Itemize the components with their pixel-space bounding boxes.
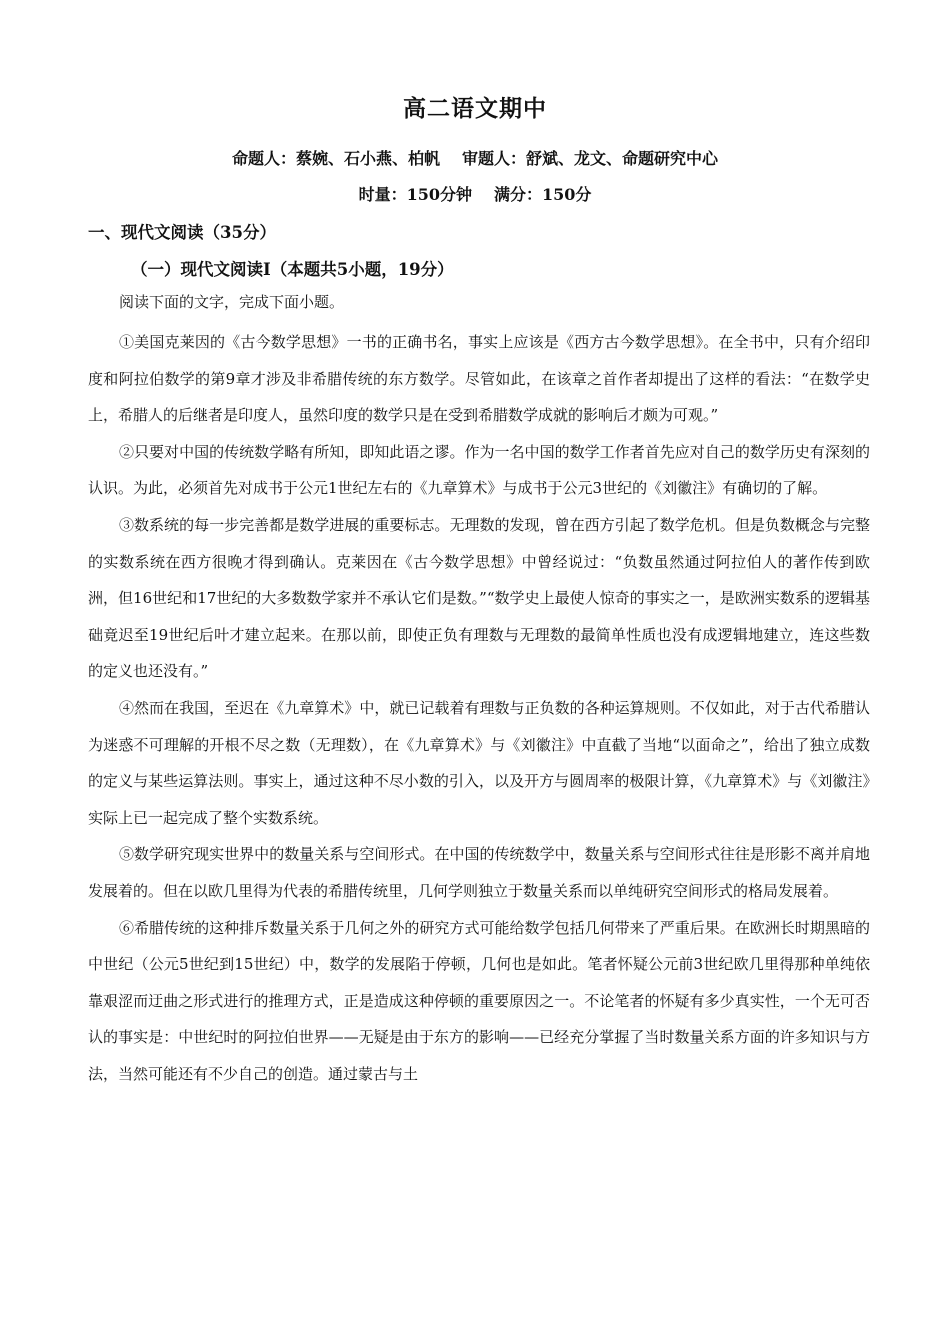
duration-text: 时量：150分钟 — [358, 185, 472, 204]
paragraph-2: ②只要对中国的传统数学略有所知，即知此语之谬。作为一名中国的数学工作者首先应对自己的数学历史有深刻的认识。为此，必须首先对成书于公元1世纪左右的《九章算术》与成书于公元3世纪的《刘徽注》有确切的了解。 — [88, 442, 870, 498]
author-line — [0, 146, 950, 169]
exam-info-line — [0, 182, 950, 205]
full-score-text: 满分：150分 — [494, 185, 592, 204]
paragraph-5: ⑤数学研究现实世界中的数量关系与空间形式。在中国的传统数学中，数量关系与空间形式往往是形影不离并肩地发展着的。但在以欧几里得为代表的希腊传统里，几何学则独立于数量关系而以单纯研究空间形式的格局发展着。 — [88, 845, 870, 900]
instruction-text: 阅读下面的文字，完成下面小题。 — [119, 293, 345, 311]
reviewers-text: 审题人：舒斌、龙文、命题研究中心 — [462, 149, 719, 168]
paragraph-1: ①美国克莱因的《古今数学思想》一书的正确书名，事实上应该是《西方古今数学思想》。在全书中，只有介绍印度和阿拉伯数学的第9章才涉及非希腊传统的东方数学。尽管如此，在该章之首作者却提出了这样的看法：“在数学史上，希腊人的后继者是印度人，虽然印度的数学只是在受到希腊数学成就的影响后才颇为可观。” — [88, 333, 870, 425]
reading-passage — [88, 290, 870, 1092]
paragraph-3: ③数系统的每一步完善都是数学进展的重要标志。无理数的发现，曾在西方引起了数学危机。但是负数概念与完整的实数系统在西方很晚才得到确认。克莱因在《古今数学思想》中曾经说过：“负数虽然通过阿拉伯人的著作传到欧洲，但16世纪和17世纪的大多数数学家并不承认它们是数。”“数学史上最使人惊奇的事实之一，是欧洲实数系的逻辑基础竟迟至19世纪后叶才建立起来。在那以前，即使正负有理数与无理数的最简单性质也没有成逻辑地建立，连这些数的定义也还没有。” — [88, 515, 870, 681]
page-title: 高二语文期中 — [403, 95, 547, 122]
subsection-heading: （一）现代文阅读Ⅰ（本题共5小题，19分） — [131, 260, 454, 279]
paragraph-4: ④然而在我国，至迟在《九章算术》中，就已记载着有理数与正负数的各种运算规则。不仅如此，对于古代希腊认为迷惑不可理解的开根不尽之数（无理数），在《九章算术》与《刘徽注》中直截了当地“以面命之”，给出了独立成数的定义与某些运算法则。事实上，通过这种不尽小数的引入，以及开方与圆周率的极限计算，《九章算术》与《刘徽注》实际上已一起完成了整个实数系统。 — [88, 698, 870, 827]
section-heading: 一、现代文阅读（35分） — [88, 223, 276, 242]
authors-text: 命题人：蔡婉、石小燕、柏帆 — [231, 149, 440, 168]
paragraph-6: ⑥希腊传统的这种排斥数量关系于几何之外的研究方式可能给数学包括几何带来了严重后果。在欧洲长时期黑暗的中世纪（公元5世纪到15世纪）中，数学的发展陷于停顿，几何也是如此。笔者怀疑公元前3世纪欧几里得那种单纯依靠艰涩而迂曲之形式进行的推理方式，正是造成这种停顿的重要原因之一。不论笔者的怀疑有多少真实性，一个无可否认的事实是：中世纪时的阿拉伯世界——无疑是由于东方的影响——已经充分掌握了当时数量关系方面的许多知识与方法，当然可能还有不少自己的创造。通过蒙古与土 — [88, 918, 870, 1083]
